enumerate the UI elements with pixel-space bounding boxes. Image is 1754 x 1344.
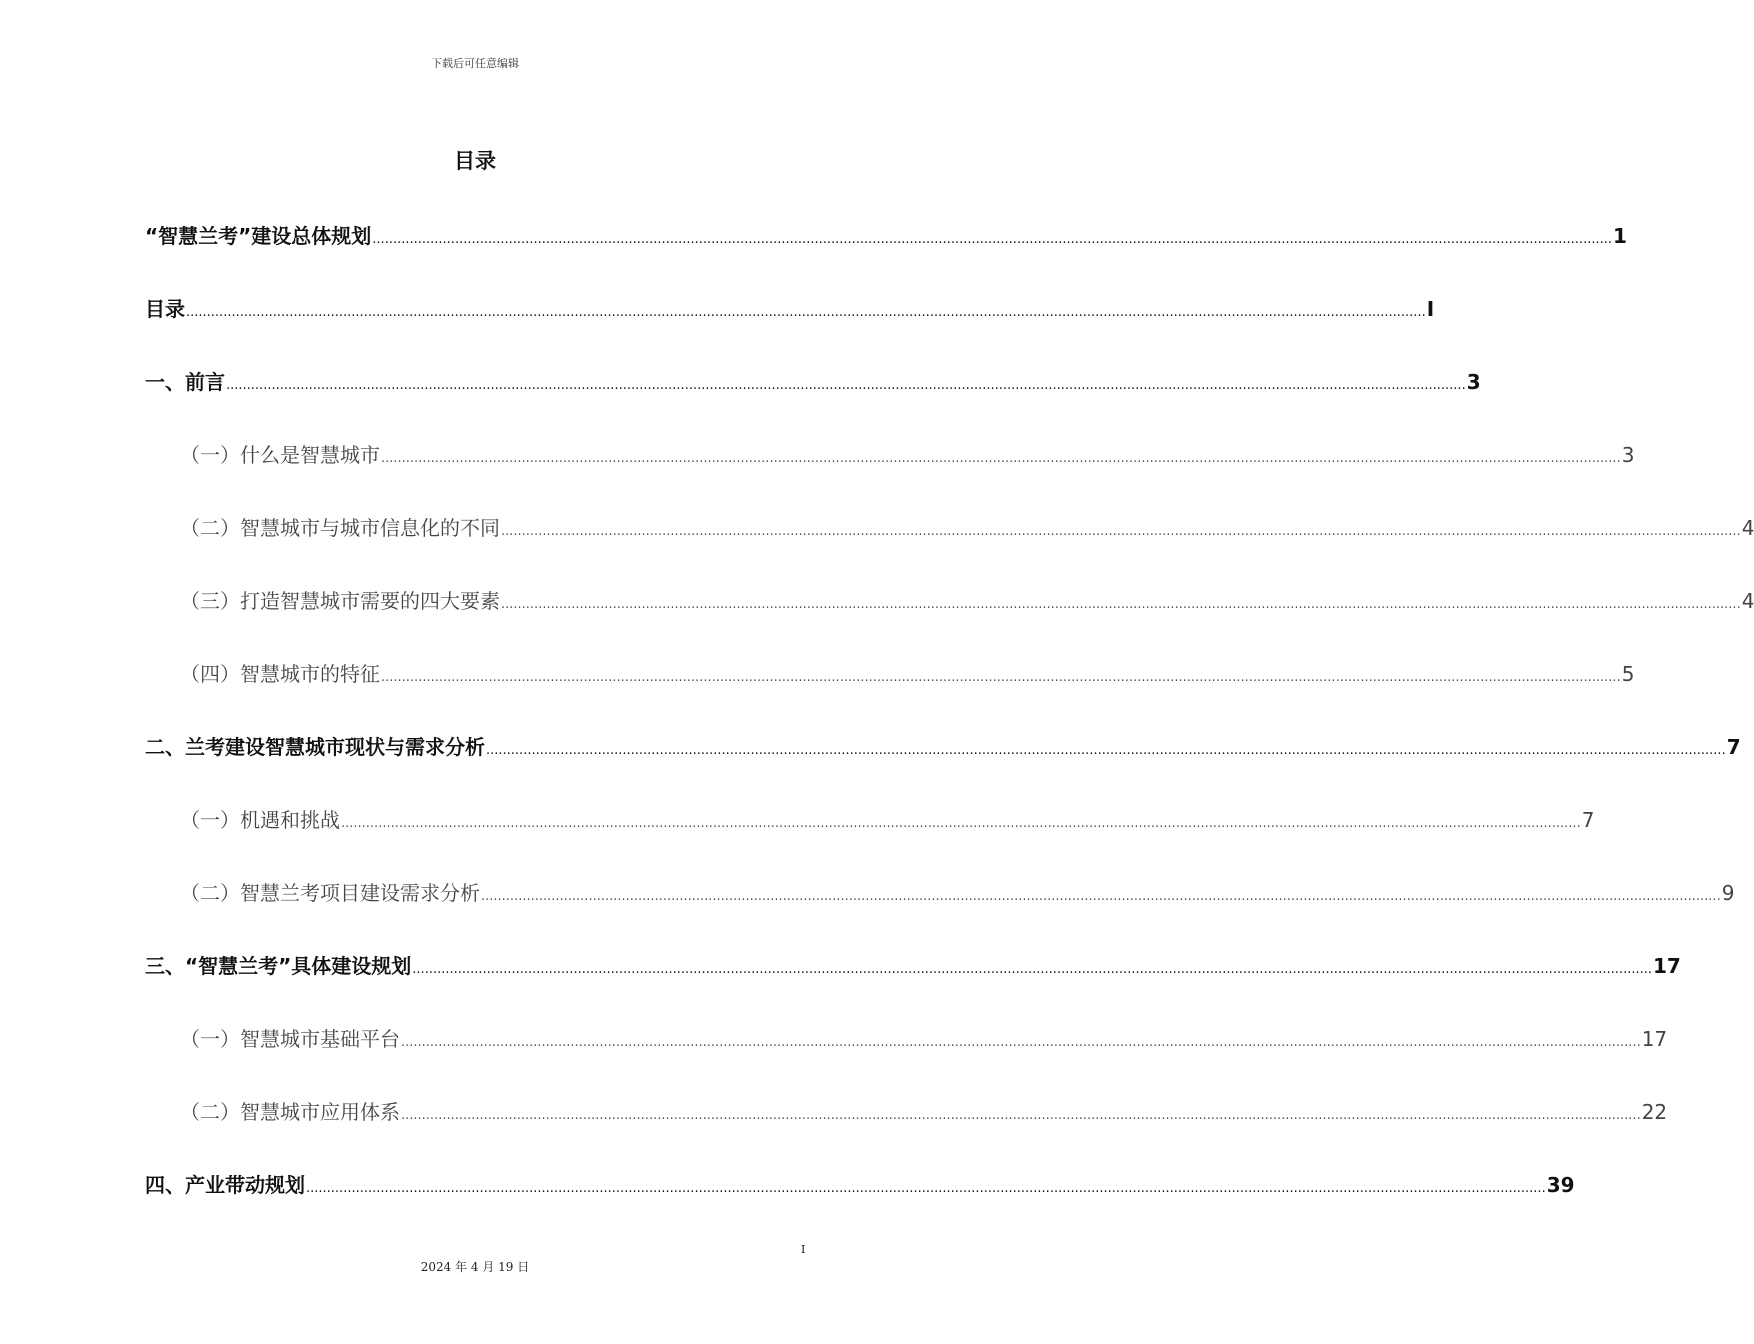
toc-entry[interactable] [145,1170,1575,1200]
toc-dot-leader: ............................................................................................................................................................................................................................................................................................................ [381,451,1621,466]
toc-entry-title: 智慧兰考项目建设需求分析 [240,881,480,905]
toc-entry-page: 39 [1546,1173,1575,1197]
toc-entry-page: 3 [1466,370,1481,394]
toc-entry-page: 9 [1721,881,1735,905]
toc-entry-title: 智慧城市基础平台 [240,1027,400,1051]
toc-entry-page: 3 [1621,443,1635,467]
toc-entry-title: 机遇和挑战 [240,808,340,832]
toc-entry-page: 7 [1581,808,1595,832]
toc-dot-leader: ............................................................................................................................................................................................................................................................................................................ [186,305,1426,320]
toc-dot-leader: ............................................................................................................................................................................................................................................................................................................ [401,1108,1641,1123]
toc-entry-title: 智慧城市与城市信息化的不同 [240,516,500,540]
toc-entry-title: 智慧城市的特征 [240,662,380,686]
page-footer-date: 2024 年 4 月 19 日 [420,1260,530,1274]
toc-entry-title: 目录 [145,297,185,321]
toc-entry-number: 一、 [145,370,185,394]
toc-entry-page: 7 [1726,735,1741,759]
page-header: 下载后可任意编辑 [431,57,519,70]
toc-entry-number: （二） [180,516,240,540]
toc-entry-number: （一） [180,808,240,832]
toc-entry-number: 四、 [145,1173,185,1197]
toc-entry[interactable] [145,221,1627,251]
toc-entry-number: 三、 [145,954,185,978]
toc-entry[interactable] [180,805,1595,835]
toc-entry-title: 什么是智慧城市 [240,443,380,467]
toc-entry-title: 产业带动规划 [185,1173,305,1197]
toc-entry-title: “智慧兰考”建设总体规划 [145,224,372,248]
toc-entry[interactable] [180,878,1735,908]
toc-dot-leader: ............................................................................................................................................................................................................................................................................................................ [486,743,1726,758]
toc-entry-title: 智慧城市应用体系 [240,1100,400,1124]
toc-entry-page: 4 [1741,516,1754,540]
toc-entry-page: 5 [1621,662,1635,686]
toc-dot-leader: ............................................................................................................................................................................................................................................................................................................ [412,962,1652,977]
toc-entry[interactable] [180,1097,1668,1127]
toc-dot-leader: ............................................................................................................................................................................................................................................................................................................ [481,889,1721,904]
toc-entry-page: 22 [1641,1100,1668,1124]
toc-entry-title: 打造智慧城市需要的四大要素 [240,589,500,613]
toc-dot-leader: ............................................................................................................................................................................................................................................................................................................ [372,232,1612,247]
toc-entry-page: 17 [1641,1027,1668,1051]
toc-entry-number: （二） [180,881,240,905]
toc-entry-title: 兰考建设智慧城市现状与需求分析 [185,735,485,759]
toc-entry[interactable] [145,951,1681,981]
toc-entry[interactable] [145,294,1435,324]
toc-entry-number: （三） [180,589,240,613]
toc-entry-number: （四） [180,662,240,686]
toc-entry-page: 17 [1653,954,1681,978]
toc-entry[interactable] [180,586,1754,616]
toc-entry-page: 4 [1741,589,1754,613]
toc-dot-leader: ............................................................................................................................................................................................................................................................................................................ [381,670,1621,685]
toc-dot-leader: ............................................................................................................................................................................................................................................................................................................ [501,597,1741,612]
toc-entry[interactable] [180,1024,1668,1054]
toc-dot-leader: ............................................................................................................................................................................................................................................................................................................ [306,1181,1546,1196]
toc-entry[interactable] [180,659,1635,689]
toc-entry-page: 1 [1613,224,1627,248]
toc-entry[interactable] [145,367,1481,397]
toc-dot-leader: ............................................................................................................................................................................................................................................................................................................ [401,1035,1641,1050]
toc-entry-number: 二、 [145,735,185,759]
toc-entry-title: 前言 [185,370,225,394]
toc-dot-leader: ............................................................................................................................................................................................................................................................................................................ [341,816,1581,831]
toc-entry-title: “智慧兰考”具体建设规划 [185,954,412,978]
toc-entry[interactable] [180,513,1754,543]
toc-dot-leader: ............................................................................................................................................................................................................................................................................................................ [501,524,1741,539]
toc-entry-number: （二） [180,1100,240,1124]
toc-title: 目录 [454,149,496,173]
page-number: I [801,1243,806,1256]
toc-entry[interactable] [145,732,1741,762]
toc-dot-leader: ............................................................................................................................................................................................................................................................................................................ [226,378,1466,393]
toc-entry-number: （一） [180,443,240,467]
toc-entry[interactable] [180,440,1635,470]
toc-entry-number: （一） [180,1027,240,1051]
toc-entry-page: I [1426,297,1435,321]
